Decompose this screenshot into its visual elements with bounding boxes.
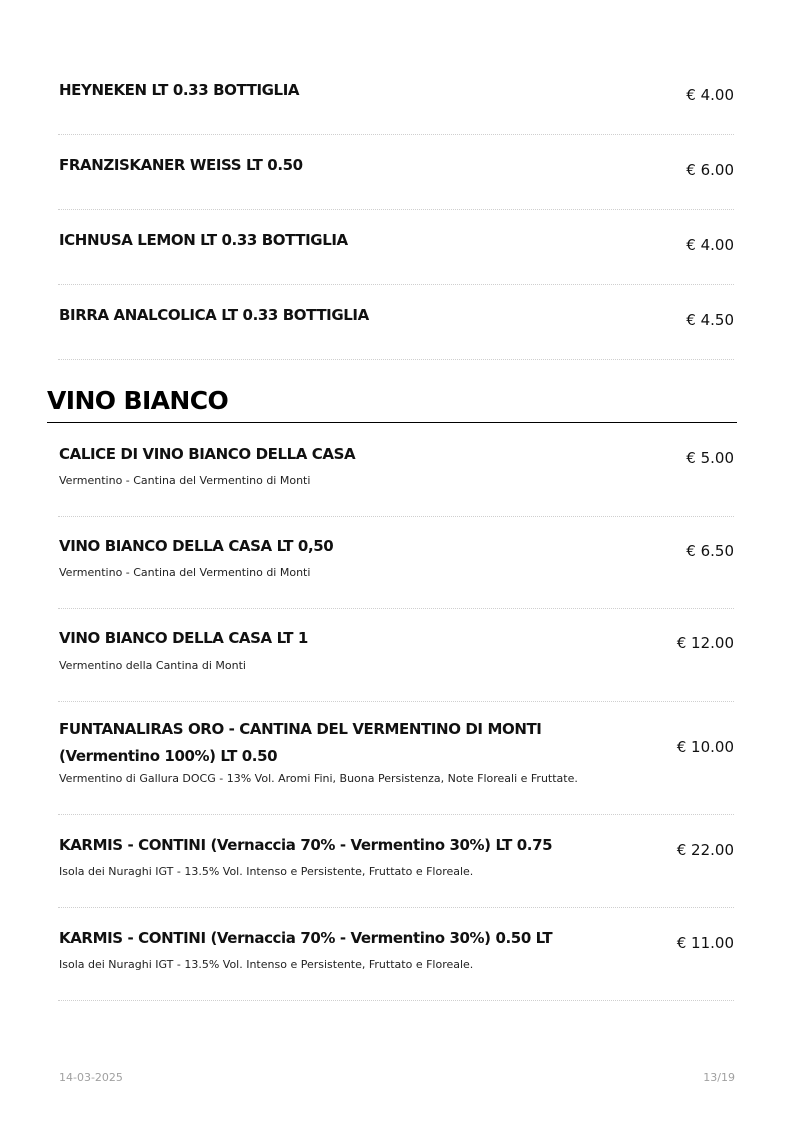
item-name: BIRRA ANALCOLICA LT 0.33 BOTTIGLIA — [59, 306, 369, 324]
item-name-line-1: FUNTANALIRAS ORO - CANTINA DEL VERMENTINO DI MONTI — [59, 720, 542, 738]
item-price: € 4.00 — [686, 86, 734, 104]
item-description: Vermentino di Gallura DOCG - 13% Vol. Aromi Fini, Buona Persistenza, Note Floreali e Fruttate. — [59, 772, 578, 785]
menu-item — [58, 60, 734, 135]
item-price: € 11.00 — [676, 934, 734, 952]
item-description: Isola dei Nuraghi IGT - 13.5% Vol. Intenso e Persistente, Fruttato e Floreale. — [59, 958, 474, 971]
item-price: € 4.00 — [686, 236, 734, 254]
item-name: VINO BIANCO DELLA CASA LT 1 — [59, 629, 308, 647]
menu-item — [58, 285, 734, 360]
item-name: CALICE DI VINO BIANCO DELLA CASA — [59, 445, 356, 463]
item-price: € 4.50 — [686, 311, 734, 329]
menu-item — [58, 135, 734, 210]
menu-item — [58, 815, 734, 908]
footer-page-number: 13/19 — [703, 1071, 735, 1084]
item-name: VINO BIANCO DELLA CASA LT 0,50 — [59, 537, 334, 555]
item-name: FRANZISKANER WEISS LT 0.50 — [59, 156, 303, 174]
item-description: Vermentino della Cantina di Monti — [59, 659, 246, 672]
item-price: € 6.50 — [686, 542, 734, 560]
item-name: KARMIS - CONTINI (Vernaccia 70% - Vermentino 30%) 0.50 LT — [59, 929, 553, 947]
menu-item — [58, 609, 734, 702]
item-name: HEYNEKEN LT 0.33 BOTTIGLIA — [59, 81, 300, 99]
item-description: Isola dei Nuraghi IGT - 13.5% Vol. Intenso e Persistente, Fruttato e Floreale. — [59, 865, 474, 878]
item-name-line-2: (Vermentino 100%) LT 0.50 — [59, 747, 278, 765]
menu-item — [58, 908, 734, 1001]
item-price: € 5.00 — [686, 449, 734, 467]
item-description: Vermentino - Cantina del Vermentino di Monti — [59, 474, 311, 487]
menu-item — [58, 702, 734, 815]
item-description: Vermentino - Cantina del Vermentino di Monti — [59, 566, 311, 579]
footer-date: 14-03-2025 — [59, 1071, 123, 1084]
item-price: € 6.00 — [686, 161, 734, 179]
item-price: € 10.00 — [676, 738, 734, 756]
item-name: KARMIS - CONTINI (Vernaccia 70% - Vermentino 30%) LT 0.75 — [59, 836, 553, 854]
menu-item — [58, 210, 734, 285]
item-price: € 22.00 — [676, 841, 734, 859]
item-price: € 12.00 — [676, 634, 734, 652]
item-name: ICHNUSA LEMON LT 0.33 BOTTIGLIA — [59, 231, 348, 249]
menu-item — [58, 424, 734, 517]
section-title: VINO BIANCO — [47, 386, 229, 415]
section-divider — [47, 422, 737, 423]
menu-item — [58, 517, 734, 609]
